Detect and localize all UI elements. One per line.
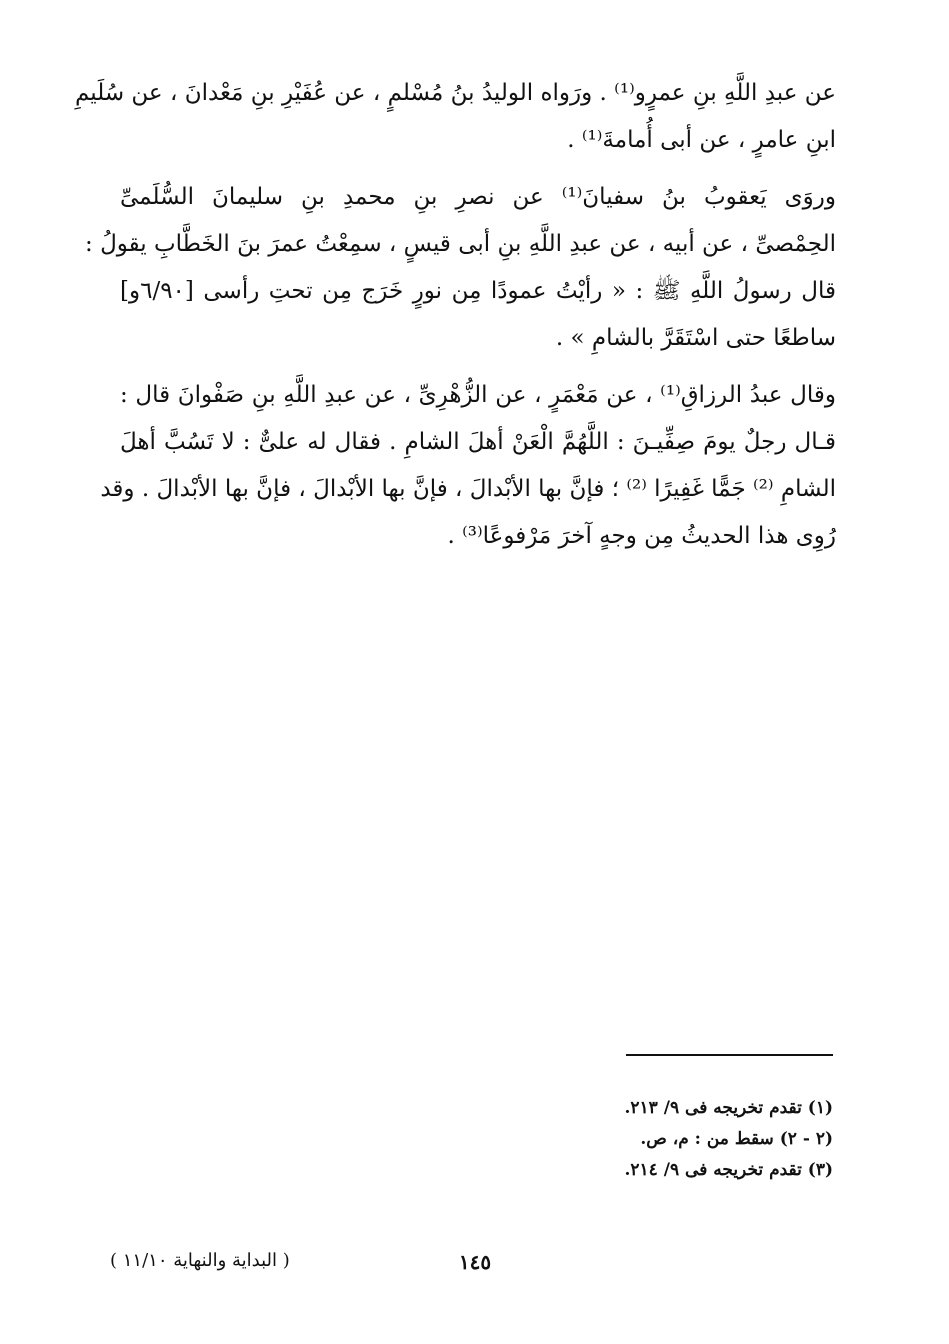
footnote-1: (١) تقدم تخريجه فى ٩/ ٢١٣. [624,1098,833,1118]
text-line: قال رسولُ اللَّهِ ﷺ : « رأيْتُ عمودًا مِن نورٍ خَرَج مِن تحتِ رأسى [٦/٩٠و] [120,278,836,304]
text-line: وروَى يَعقوبُ بنُ سفيانَ⁽¹⁾ عن نصرِ بنِ محمدِ بنِ سليمانَ السُّلَمىِّ [120,184,836,210]
text-line: الحِمْصىِّ ، عن أبيه ، عن عبدِ اللَّهِ بنِ أبى قيسٍ ، سمِعْتُ عمرَ بنَ الخَطَّابِ يقولُ : [85,231,836,257]
text-line: الشامِ ⁽²⁾ جَمًّا غَفِيرًا ⁽²⁾ ؛ فإنَّ بها الأبْدالَ ، فإنَّ بها الأبْدالَ ، فإنَّ بها الأبْدالَ . وقد [100,476,836,502]
page-number: ١٤٥ [458,1250,492,1274]
text-line: قـال رجلٌ يومَ صِفِّيـنَ : اللَّهُمَّ الْعَنْ أهلَ الشامِ . فقال له علىٌّ : لا تَسُبَّ أهلَ [120,429,836,455]
text-line: عن عبدِ اللَّهِ بنِ عمرٍو⁽¹⁾ . ورَواه الوليدُ بنُ مُسْلمٍ ، عن عُفَيْرِ بنِ مَعْدانَ ، عن سُلَيمِ [74,80,836,106]
book-reference: ( البداية والنهاية ١١/١٠ ) [110,1250,290,1271]
paragraph-2 [85,174,836,362]
paragraph-1 [74,70,836,164]
footnote-3: (٣) تقدم تخريجه فى ٩/ ٢١٤. [624,1160,833,1180]
text-line: ساطعًا حتى اسْتَقَرَّ بالشامِ » . [555,325,836,351]
text-line: رُوِى هذا الحديثُ مِن وجهٍ آخرَ مَرْفوعًا⁽³⁾ . [447,523,836,549]
paragraph-3 [100,372,837,560]
footnotes [500,1093,833,1186]
text-line: ابنِ عامرٍ ، عن أبى أُمامةَ⁽¹⁾ . [567,127,836,153]
footnote-divider [626,1054,833,1056]
main-text [74,70,837,570]
text-line: وقال عبدُ الرزاقِ⁽¹⁾ ، عن مَعْمَرٍ ، عن الزُّهْرِىِّ ، عن عبدِ اللَّهِ بنِ صَفْوانَ قال : [120,382,837,408]
footnote-2: (٢ - ٢) سقط من : م، ص. [640,1129,833,1149]
